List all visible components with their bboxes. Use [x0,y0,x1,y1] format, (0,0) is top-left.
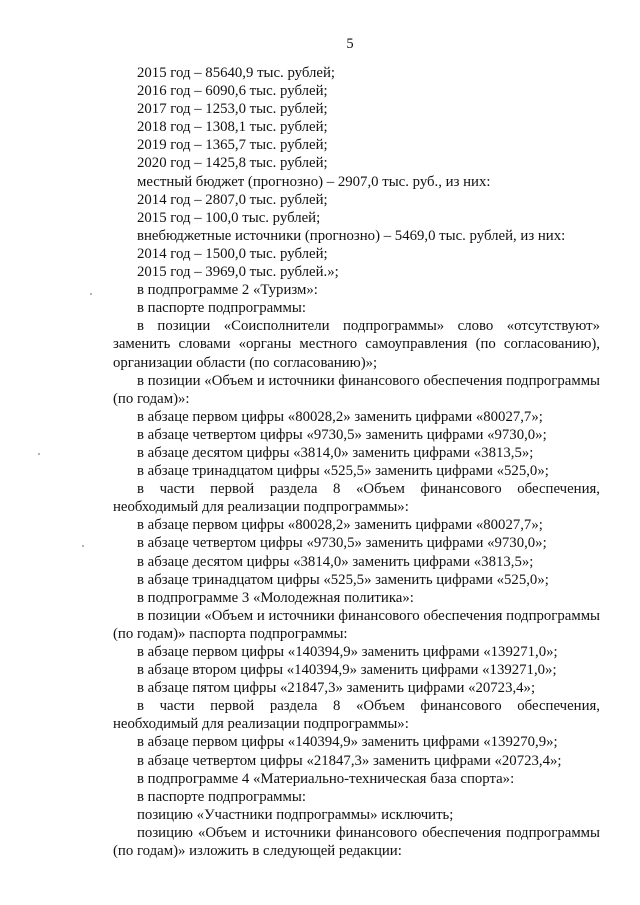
text-line: 2017 год – 1253,0 тыс. рублей; [137,101,328,118]
text-line: в абзаце четвертом цифры «21847,3» заменить цифрами «20723,4»; [137,752,562,769]
text-line: в подпрограмме 3 «Молодежная политика»: [137,589,414,606]
scan-speck [38,453,40,455]
paragraph: в позиции «Объем и источники финансового обеспечения подпрограммы (по годам)»: [113,372,600,407]
text-line: 2016 год – 6090,6 тыс. рублей; [137,83,328,100]
text-line: в абзаце тринадцатом цифры «525,5» заменить цифрами «525,0»; [137,571,549,588]
text-line: в абзаце пятом цифры «21847,3» заменить цифрами «20723,4»; [137,680,536,697]
text-line: в подпрограмме 4 «Материально-техническая база спорта»: [137,770,515,787]
text-line: в абзаце четвертом цифры «9730,5» заменить цифрами «9730,0»; [137,535,547,552]
paragraph: в позиции «Соисполнители подпрограммы» слово «отсутствуют» заменить словами «органы местного самоуправления (по согласованию), организации области (по согласованию)»; [113,318,600,371]
paragraph: в части первой раздела 8 «Объем финансового обеспечения, необходимый для реализации подпрограммы»: [113,698,600,733]
scan-speck [90,293,92,295]
text-line: позицию «Участники подпрограммы» исключить; [137,806,454,823]
paragraph: в позиции «Объем и источники финансового обеспечения подпрограммы (по годам)» паспорта подпрограммы: [113,607,600,642]
page-number: 5 [346,36,354,52]
text-line: 2019 год – 1365,7 тыс. рублей; [137,137,328,154]
text-line: в абзаце первом цифры «80028,2» заменить цифрами «80027,7»; [137,408,543,425]
text-line: 2015 год – 85640,9 тыс. рублей; [137,65,336,81]
text-line: местный бюджет (прогнозно) – 2907,0 тыс. руб., из них: [137,173,491,190]
text-line: в абзаце втором цифры «140394,9» заменить цифрами «139271,0»; [137,662,557,679]
text-line: 2015 год – 3969,0 тыс. рублей.»; [137,264,339,281]
text-line: в абзаце первом цифры «140394,9» заменить цифрами «139271,0»; [137,644,558,660]
text-line: в абзаце десятом цифры «3814,0» заменить цифрами «3813,5»; [137,444,534,461]
text-line: 2014 год – 1500,0 тыс. рублей; [137,245,328,262]
paragraph: в части первой раздела 8 «Объем финансового обеспечения, необходимый для реализации подпрограммы»: [113,481,600,516]
text-line: в паспорте подпрограммы: [137,788,306,805]
text-line: 2020 год – 1425,8 тыс. рублей; [137,155,328,172]
document-body [113,64,600,860]
text-line: в абзаце четвертом цифры «9730,5» заменить цифрами «9730,0»; [137,426,547,443]
scan-speck [82,545,84,547]
text-line: 2015 год – 100,0 тыс. рублей; [137,209,321,226]
text-line: в абзаце десятом цифры «3814,0» заменить цифрами «3813,5»; [137,553,534,570]
text-line: 2018 год – 1308,1 тыс. рублей; [137,119,328,136]
text-line: в подпрограмме 2 «Туризм»: [137,282,318,299]
text-line: в паспорте подпрограммы: [137,300,306,317]
text-line: внебюджетные источники (прогнозно) – 5469,0 тыс. рублей, из них: [137,227,566,244]
text-line: в абзаце тринадцатом цифры «525,5» заменить цифрами «525,0»; [137,463,549,480]
paragraph: позицию «Объем и источники финансового обеспечения подпрограммы (по годам)» изложить в следующей редакции: [113,824,600,860]
text-line: в абзаце первом цифры «80028,2» заменить цифрами «80027,7»; [137,517,543,534]
text-line: 2014 год – 2807,0 тыс. рублей; [137,191,328,208]
text-line: в абзаце первом цифры «140394,9» заменить цифрами «139270,9»; [137,734,558,751]
